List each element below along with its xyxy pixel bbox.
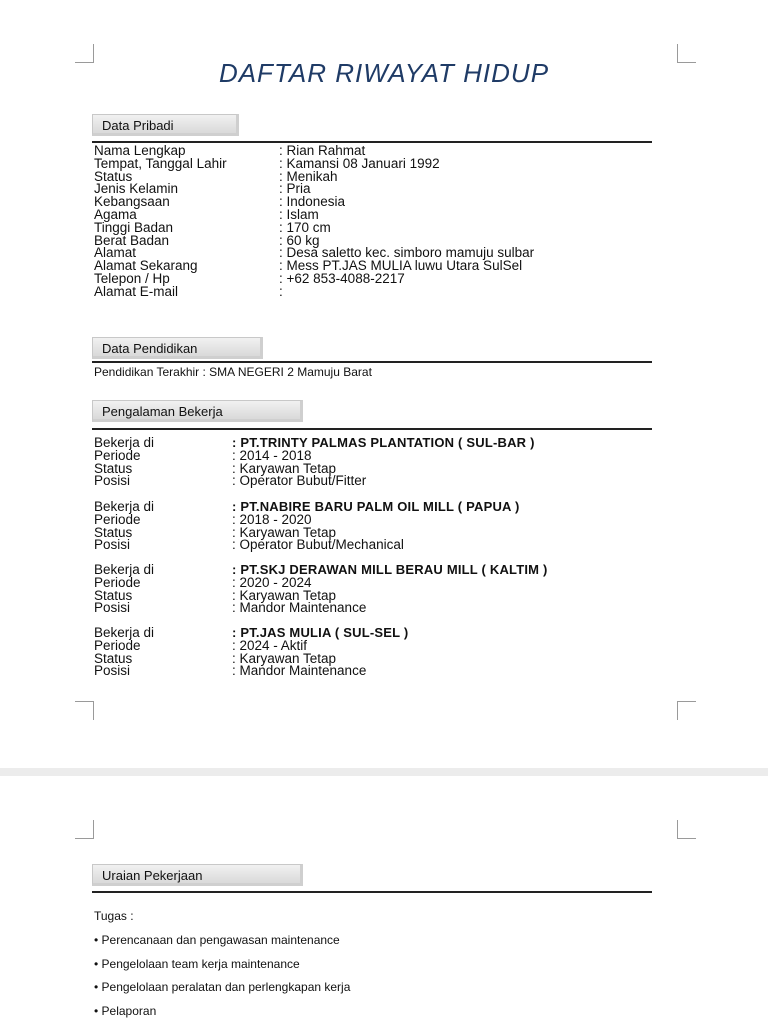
field-label: Agama xyxy=(94,206,137,222)
job-status: : Karyawan Tetap xyxy=(232,587,337,603)
job-position: : Mandor Maintenance xyxy=(232,600,367,616)
field-value: : +62 853-4088-2217 xyxy=(279,270,405,286)
job-label-company: Bekerja di xyxy=(94,562,155,577)
margin-corner-bottom-left xyxy=(75,701,94,720)
field-value: : 60 kg xyxy=(279,232,320,248)
job-position: : Operator Bubut/Mechanical xyxy=(232,537,404,553)
field-label: Kebangsaan xyxy=(94,194,170,210)
margin-corner-bottom-right xyxy=(677,701,696,720)
section-header-education: Data Pendidikan xyxy=(92,337,263,359)
job-label-company: Bekerja di xyxy=(94,625,155,640)
field-label: Tempat, Tanggal Lahir xyxy=(94,155,227,171)
job-company: : PT.JAS MULIA ( SUL-SEL ) xyxy=(232,625,409,640)
field-value: : xyxy=(279,283,283,299)
section-header-personal: Data Pribadi xyxy=(92,114,239,136)
job-label-status: Status xyxy=(94,650,133,666)
job-entry xyxy=(94,627,408,678)
field-label: Tinggi Badan xyxy=(94,219,174,235)
job-entry xyxy=(94,501,520,552)
job-entry xyxy=(94,564,548,615)
job-label-position: Posisi xyxy=(94,537,131,553)
job-position: : Operator Bubut/Fitter xyxy=(232,473,367,489)
job-company: : PT.NABIRE BARU PALM OIL MILL ( PAPUA ) xyxy=(232,499,520,514)
field-label: Status xyxy=(94,168,133,184)
field-label: Berat Badan xyxy=(94,232,170,248)
page-separator xyxy=(0,768,768,776)
job-label-period: Periode xyxy=(94,574,141,590)
field-value: : Menikah xyxy=(279,168,338,184)
job-label-status: Status xyxy=(94,587,133,603)
margin-corner-top-right xyxy=(677,820,696,839)
job-label-period: Periode xyxy=(94,511,141,527)
personal-data-list xyxy=(94,145,534,299)
field-value: : 170 cm xyxy=(279,219,331,235)
job-label-status: Status xyxy=(94,460,133,476)
job-label-period: Periode xyxy=(94,447,141,463)
field-label: Jenis Kelamin xyxy=(94,181,179,197)
field-value: : Rian Rahmat xyxy=(279,143,366,158)
job-label-status: Status xyxy=(94,524,133,540)
job-company: : PT.TRINTY PALMAS PLANTATION ( SUL-BAR ) xyxy=(232,435,535,450)
list-item: • Pengelolaan peralatan dan perlengkapan kerja xyxy=(94,980,351,994)
field-value: : Indonesia xyxy=(279,194,346,210)
document-title: DAFTAR RIWAYAT HIDUP xyxy=(218,58,550,88)
job-label-position: Posisi xyxy=(94,473,131,489)
section-header-experience: Pengalaman Bekerja xyxy=(92,400,303,422)
field-value: : Kamansi 08 Januari 1992 xyxy=(279,155,440,171)
field-label: Telepon / Hp xyxy=(94,270,170,286)
job-label-period: Periode xyxy=(94,637,141,653)
job-label-position: Posisi xyxy=(94,663,131,679)
job-entry xyxy=(94,437,535,488)
field-value: : Pria xyxy=(279,181,311,197)
personal-row xyxy=(94,283,534,299)
job-label-position: Posisi xyxy=(94,600,131,616)
list-item: • Pengelolaan team kerja maintenance xyxy=(94,957,300,971)
job-status: : Karyawan Tetap xyxy=(232,524,337,540)
field-value: : Islam xyxy=(279,206,319,222)
job-period: : 2020 - 2024 xyxy=(232,574,312,590)
education-line: Pendidikan Terakhir : SMA NEGERI 2 Mamuju Barat xyxy=(94,365,372,379)
job-period: : 2024 - Aktif xyxy=(232,637,308,653)
field-label: Nama Lengkap xyxy=(94,143,186,158)
field-value: : Desa saletto kec. simboro mamuju sulbar xyxy=(279,245,535,261)
section-header-job-description: Uraian Pekerjaan xyxy=(92,864,303,886)
job-period: : 2018 - 2020 xyxy=(232,511,312,527)
job-label-company: Bekerja di xyxy=(94,435,155,450)
job-status: : Karyawan Tetap xyxy=(232,460,337,476)
field-label: Alamat xyxy=(94,245,137,261)
job-position: : Mandor Maintenance xyxy=(232,663,367,679)
task-heading: Tugas : xyxy=(94,909,134,923)
field-label: Alamat E-mail xyxy=(94,283,179,299)
job-label-company: Bekerja di xyxy=(94,499,155,514)
section-divider xyxy=(92,891,652,893)
section-divider xyxy=(92,361,652,363)
job-company: : PT.SKJ DERAWAN MILL BERAU MILL ( KALTIM ) xyxy=(232,562,548,577)
field-value: : Mess PT.JAS MULIA luwu Utara SulSel xyxy=(279,258,523,274)
job-status: : Karyawan Tetap xyxy=(232,650,337,666)
list-item: • Perencanaan dan pengawasan maintenance xyxy=(94,933,340,947)
field-label: Alamat Sekarang xyxy=(94,258,198,274)
list-item: • Pelaporan xyxy=(94,1004,157,1018)
margin-corner-top-left xyxy=(75,820,94,839)
job-period: : 2014 - 2018 xyxy=(232,447,312,463)
section-divider xyxy=(92,428,652,430)
